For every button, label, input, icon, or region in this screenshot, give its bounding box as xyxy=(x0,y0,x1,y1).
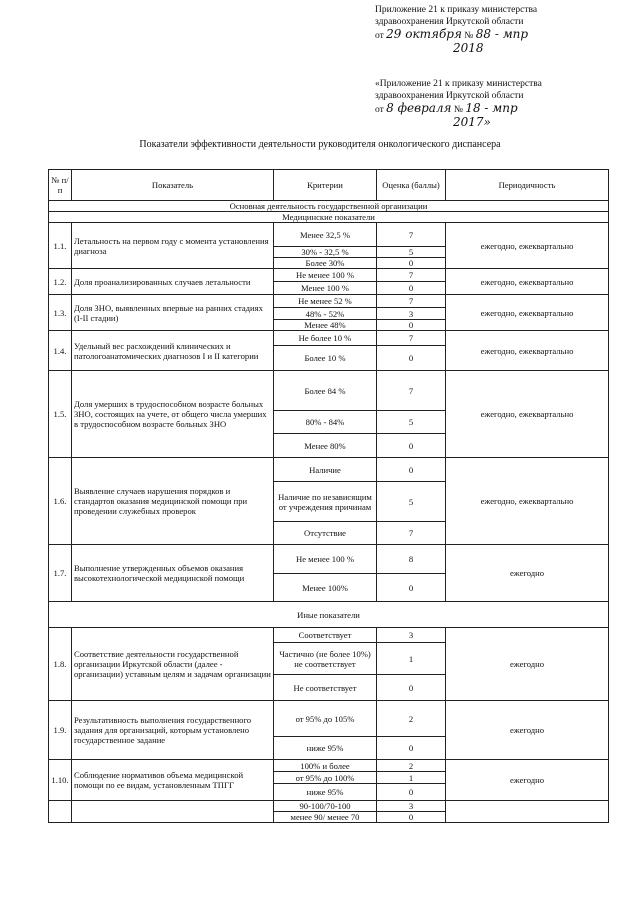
indicator-name: Соблюдение нормативов объема медицинской помощи по ее видам, установленным ТПГГ xyxy=(72,760,274,801)
score: 1 xyxy=(377,772,446,784)
header-score: Оценка (баллы) xyxy=(377,170,446,201)
header-line: здравоохранения Иркутской области xyxy=(375,17,524,27)
score: 7 xyxy=(377,331,446,346)
criterion: Не менее 100 % xyxy=(274,269,377,282)
indicator-name: Доля проанализированных случаев летальности xyxy=(72,269,274,295)
indicator-name: Летальность на первом году с момента установления диагноза xyxy=(72,223,274,269)
indicator-name: Соответствие деятельности государственной организации Иркутской области (далее - организации) уставным целям и задачам организации xyxy=(72,628,274,701)
score: 0 xyxy=(377,458,446,482)
score: 2 xyxy=(377,760,446,772)
order-reference-2018 xyxy=(375,4,537,56)
table-row xyxy=(49,458,609,482)
criterion: ниже 95% xyxy=(274,737,377,760)
indicators-table xyxy=(48,169,609,823)
table-row xyxy=(49,628,609,643)
periodicity: ежегодно xyxy=(446,760,609,801)
criterion: Соответствует xyxy=(274,628,377,643)
row-number: 1.5. xyxy=(49,371,72,458)
indicator-name: Результативность выполнения государственного задания для организаций, которым установлено государственное задание xyxy=(72,701,274,760)
criterion: Не более 10 % xyxy=(274,331,377,346)
row-number: 1.2. xyxy=(49,269,72,295)
score: 3 xyxy=(377,308,446,320)
criterion: Менее 80% xyxy=(274,434,377,458)
indicator-name: Доля ЗНО, выявленных впервые на ранних стадиях (I-II стадии) xyxy=(72,295,274,331)
score: 0 xyxy=(377,434,446,458)
periodicity: ежегодно, ежеквартально xyxy=(446,223,609,269)
criterion: Более 30% xyxy=(274,258,377,269)
criterion: Не соответствует xyxy=(274,675,377,701)
table-row xyxy=(49,545,609,574)
criterion: Более 10 % xyxy=(274,346,377,371)
criterion: 48% - 52% xyxy=(274,308,377,320)
criterion: Наличие по независящим от учреждения причинам xyxy=(274,482,377,522)
header-num-prefix: № xyxy=(453,105,463,115)
score: 7 xyxy=(377,223,446,247)
criterion: Менее 48% xyxy=(274,320,377,331)
indicator-name xyxy=(72,801,274,823)
header-ot: от xyxy=(375,31,384,41)
header-num-prefix: № xyxy=(464,31,474,41)
periodicity: ежегодно, ежеквартально xyxy=(446,295,609,331)
handwritten-year xyxy=(375,42,537,56)
table-row xyxy=(49,760,609,772)
criterion: Менее 100% xyxy=(274,574,377,602)
score: 7 xyxy=(377,269,446,282)
table-row xyxy=(49,701,609,737)
criterion: 30% - 32,5 % xyxy=(274,247,377,258)
criterion: менее 90/ менее 70 xyxy=(274,812,377,823)
header-line: здравоохранения Иркутской области xyxy=(375,91,524,101)
score: 5 xyxy=(377,411,446,434)
handwritten-number: 18 - мпр xyxy=(465,101,518,115)
periodicity: ежегодно, ежеквартально xyxy=(446,331,609,371)
criterion: Частично (не более 10%) не соответствует xyxy=(274,643,377,675)
header-line: «Приложение 21 к приказу министерства xyxy=(375,79,542,89)
handwritten-date: 29 октября xyxy=(386,27,462,41)
criterion: Отсутствие xyxy=(274,522,377,545)
table-row xyxy=(49,801,609,812)
score: 0 xyxy=(377,737,446,760)
header-indicator: Показатель xyxy=(72,170,274,201)
score: 7 xyxy=(377,295,446,308)
handwritten-number: 88 - мпр xyxy=(475,27,529,41)
criterion: 90-100/70-100 xyxy=(274,801,377,812)
section-medical: Медицинские показатели xyxy=(49,212,609,223)
document-title: Показатели эффективности деятельности руководителя онкологического диспансера xyxy=(139,139,501,150)
criterion: Не менее 52 % xyxy=(274,295,377,308)
table-header-row xyxy=(49,170,609,201)
table-row xyxy=(49,331,609,346)
section-row xyxy=(49,602,609,628)
criterion: Не менее 100 % xyxy=(274,545,377,574)
section-row xyxy=(49,201,609,212)
table-row xyxy=(49,295,609,308)
score: 0 xyxy=(377,574,446,602)
criterion: Наличие xyxy=(274,458,377,482)
row-number: 1.7. xyxy=(49,545,72,602)
indicator-name: Удельный вес расхождений клинических и патологоанатомических диагнозов I и II категории xyxy=(72,331,274,371)
periodicity: ежегодно xyxy=(446,701,609,760)
score: 7 xyxy=(377,522,446,545)
score: 0 xyxy=(377,346,446,371)
header-date-line xyxy=(375,28,537,42)
criterion: от 95% до 100% xyxy=(274,772,377,784)
row-number xyxy=(49,801,72,823)
indicator-name: Выявление случаев нарушения порядков и стандартов оказания медицинской помощи при проведении служебных проверок xyxy=(72,458,274,545)
section-row xyxy=(49,212,609,223)
row-number: 1.9. xyxy=(49,701,72,760)
indicator-name: Выполнение утвержденных объемов оказания высокотехнологической медицинской помощи xyxy=(72,545,274,602)
score: 2 xyxy=(377,701,446,737)
score: 3 xyxy=(377,628,446,643)
indicator-name: Доля умерших в трудоспособном возрасте больных ЗНО, состоящих на учете, от общего числа умерших в трудоспособном возрасте больных ЗНО xyxy=(72,371,274,458)
periodicity: ежегодно xyxy=(446,545,609,602)
score: 7 xyxy=(377,371,446,411)
header-criteria: Критерии xyxy=(274,170,377,201)
periodicity: ежегодно xyxy=(446,628,609,701)
criterion: Более 84 % xyxy=(274,371,377,411)
periodicity: ежегодно, ежеквартально xyxy=(446,269,609,295)
row-number: 1.10. xyxy=(49,760,72,801)
periodicity: ежегодно, ежеквартально xyxy=(446,371,609,458)
score: 1 xyxy=(377,643,446,675)
table-row xyxy=(49,223,609,247)
header-ot: от xyxy=(375,105,384,115)
criterion: 80% - 84% xyxy=(274,411,377,434)
section-main: Основная деятельность государственной организации xyxy=(49,201,609,212)
section-other: Иные показатели xyxy=(49,602,609,628)
periodicity: ежегодно, ежеквартально xyxy=(446,458,609,545)
score: 8 xyxy=(377,545,446,574)
row-number: 1.4. xyxy=(49,331,72,371)
score: 3 xyxy=(377,801,446,812)
header-period: Периодичность xyxy=(446,170,609,201)
handwritten-year-text: 2018 xyxy=(453,41,484,55)
handwritten-year-text: 2017» xyxy=(453,115,491,129)
header-num: № п/п xyxy=(49,170,72,201)
score: 0 xyxy=(377,258,446,269)
row-number: 1.1. xyxy=(49,223,72,269)
criterion: Менее 32,5 % xyxy=(274,223,377,247)
handwritten-date: 8 февраля xyxy=(386,101,452,115)
header-line: Приложение 21 к приказу министерства xyxy=(375,5,538,15)
score: 0 xyxy=(377,282,446,295)
header-date-line xyxy=(375,102,542,116)
criterion: от 95% до 105% xyxy=(274,701,377,737)
score: 0 xyxy=(377,784,446,801)
criterion: Менее 100 % xyxy=(274,282,377,295)
row-number: 1.6. xyxy=(49,458,72,545)
table-row xyxy=(49,269,609,282)
row-number: 1.8. xyxy=(49,628,72,701)
row-number: 1.3. xyxy=(49,295,72,331)
score: 0 xyxy=(377,320,446,331)
score: 5 xyxy=(377,482,446,522)
score: 5 xyxy=(377,247,446,258)
order-reference-2017 xyxy=(375,78,542,130)
criterion: 100% и более xyxy=(274,760,377,772)
score: 0 xyxy=(377,812,446,823)
score: 0 xyxy=(377,675,446,701)
table-row xyxy=(49,371,609,411)
periodicity xyxy=(446,801,609,823)
handwritten-year xyxy=(375,116,542,130)
criterion: ниже 95% xyxy=(274,784,377,801)
